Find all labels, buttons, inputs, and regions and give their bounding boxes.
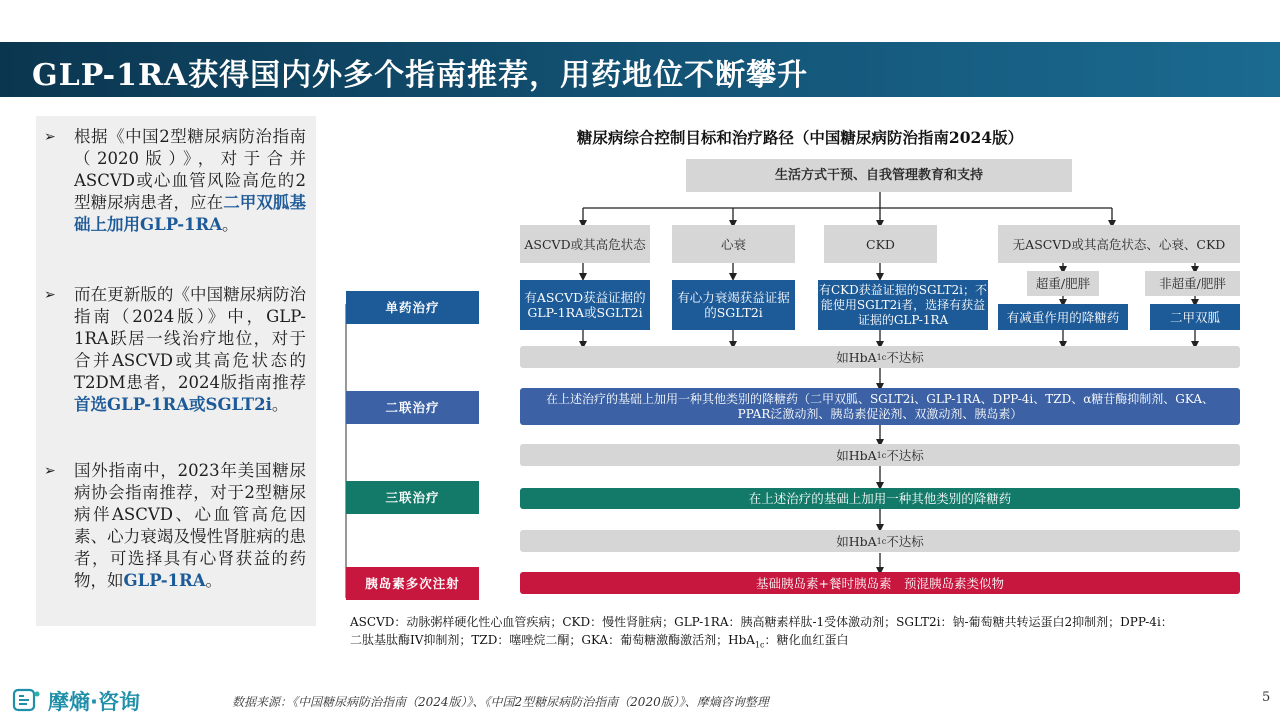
condition-ascvd: ASCVD或其高危状态: [520, 225, 650, 263]
mono-heart-failure: 有心力衰竭获益证据的SGLT2i: [672, 280, 795, 330]
data-source: 数据来源：《中国糖尿病防治指南（2024版）》、《中国2型糖尿病防治指南（2020版）》、摩熵咨询整理: [232, 695, 769, 709]
arrow-bullet-icon: ➢: [44, 463, 56, 479]
condition-heart-failure: 心衰: [672, 225, 795, 263]
mono-ascvd: 有ASCVD获益证据的GLP-1RA或SGLT2i: [520, 280, 650, 330]
abbreviation-legend: ASCVD：动脉粥样硬化性心血管疾病；CKD：慢性肾脏病；GLP-1RA：胰高糖素样肽-1受体激动剂；SGLT2i：钠-葡萄糖共转运蛋白2抑制剂；DPP-4i： 二肽基肽酶IV抑制剂；TZD：噻唑烷二酮；GKA：葡萄糖激酶激活剂；HbA$_{1c}$：糖化血红蛋白: [350, 615, 1173, 650]
stage-triple: 三联治疗: [346, 481, 479, 514]
page-title: GLP-1RA获得国内外多个指南推荐，用药地位不断攀升: [32, 58, 809, 93]
stage-insulin: 胰岛素多次注射: [346, 567, 479, 600]
logo-icon: [12, 688, 42, 712]
mono-metformin: 二甲双胍: [1150, 304, 1240, 330]
hba1c-fail-2: 如HbA 1c 不达标: [520, 444, 1240, 466]
hba1c-fail-3: 如HbA 1c 不达标: [520, 530, 1240, 552]
insulin-therapy-bar: 基础胰岛素+餐时胰岛素 预混胰岛素类似物: [520, 572, 1240, 594]
bullet-foreign-guideline: ➢ 国外指南中，2023年美国糖尿病协会指南推荐，对于2型糖尿病伴ASCVD、心血管高危因素、心力衰竭及慢性肾脏病的患者，可选择具有心肾获益的药物，如GLP-1RA。: [44, 461, 306, 590]
title-bar: [0, 42, 1280, 97]
bullet-2020-guideline: ➢ 根据《中国2型糖尿病防治指南（2020版）》，对于合并ASCVD或心血管风险高危的2型糖尿病患者，应在二甲双胍基础上加用GLP-1RA。: [44, 127, 307, 234]
mono-ckd: 有CKD获益证据的SGLT2i；不能使用SGLT2i者，选择有获益证据的GLP-1RA: [818, 280, 988, 330]
stage-mono: 单药治疗: [346, 291, 479, 324]
condition-none: 无ASCVD或其高危状态、心衰、CKD: [998, 225, 1240, 263]
triple-therapy-bar: 在上述治疗的基础上加用一种其他类别的降糖药: [520, 488, 1240, 509]
logo-text: 摩熵·咨询: [48, 690, 140, 714]
company-logo: [12, 686, 162, 714]
condition-not-overweight: 非超重/肥胖: [1145, 271, 1240, 296]
condition-overweight: 超重/肥胖: [1027, 271, 1099, 296]
flowchart-title: 糖尿病综合控制目标和治疗路径（中国糖尿病防治指南2024版）: [576, 128, 1024, 147]
bullet-2024-guideline: ➢ 而在更新版的《中国糖尿病防治指南（2024版）》中，GLP-1RA跃居一线治疗地位，对于合并ASCVD或其高危状态的T2DM患者，2024版指南推荐首选GLP-1RA或SGLT2i。: [44, 285, 306, 414]
mono-weight-loss: 有减重作用的降糖药: [998, 304, 1128, 330]
hba1c-fail-1: 如HbA 1c 不达标: [520, 346, 1240, 368]
arrow-bullet-icon: ➢: [44, 129, 56, 145]
condition-ckd: CKD: [824, 225, 937, 263]
summary-panel: [36, 116, 316, 626]
lifestyle-box: 生活方式干预、自我管理教育和支持: [686, 159, 1072, 192]
page-number: 5: [1262, 690, 1271, 705]
arrow-bullet-icon: ➢: [44, 287, 56, 303]
dual-therapy-bar: 在上述治疗的基础上加用一种其他类别的降糖药（二甲双胍、SGLT2i、GLP-1RA、DPP-4i、TZD、α糖苷酶抑制剂、GKA、PPAR泛激动剂、胰岛素促泌剂、双激动剂、胰岛素）: [520, 388, 1240, 425]
stage-dual: 二联治疗: [346, 391, 479, 424]
